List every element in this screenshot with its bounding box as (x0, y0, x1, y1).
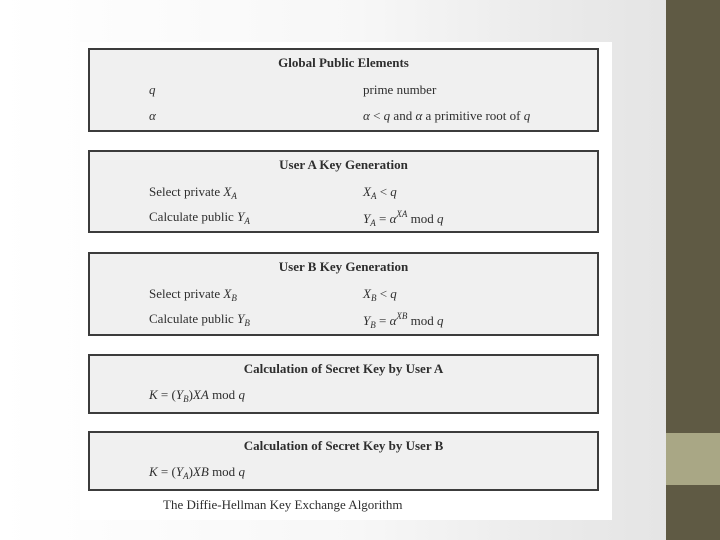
description-primitive-root: α < q and α a primitive root of q (363, 108, 531, 123)
row-secret-key-formula (149, 464, 589, 486)
row-select-private (149, 184, 589, 206)
panel-title: Global Public Elements (278, 55, 409, 70)
panel-title: Calculation of Secret Key by User B (243, 438, 444, 453)
panel-title: User A Key Generation (279, 157, 408, 172)
label-select-private: Select private $X_A$ (149, 184, 237, 201)
private-key-condition: $X_B < q$ (363, 286, 397, 303)
variable-q: q (149, 82, 156, 97)
user-a-key-generation-panel (88, 150, 599, 233)
label-select-private: Select private $X_B$ (149, 286, 237, 303)
row-select-private (149, 286, 589, 308)
secret-key-user-b-panel (88, 431, 599, 491)
secret-key-formula: $K = (Y_A)XB$ mod q (149, 464, 245, 481)
global-public-elements-panel (88, 48, 599, 132)
variable-alpha: α (149, 108, 156, 123)
secret-key-formula: $K = (Y_B)XA$ mod q (149, 387, 245, 404)
row-alpha (149, 108, 589, 130)
panel-title: Calculation of Secret Key by User A (243, 361, 444, 376)
figure-caption: The Diffie-Hellman Key Exchange Algorithm (163, 497, 403, 512)
row-calculate-public (149, 209, 589, 231)
secret-key-user-a-panel (88, 354, 599, 414)
label-calculate-public: Calculate public $Y_B$ (149, 311, 250, 328)
panel-title: User B Key Generation (278, 259, 409, 274)
description-prime-number: prime number (363, 82, 437, 97)
public-key-formula: $Y_B = \alpha^{XB}$ mod q (363, 311, 444, 330)
row-secret-key-formula (149, 387, 589, 409)
side-band-light (666, 433, 720, 485)
user-b-key-generation-panel (88, 252, 599, 336)
label-calculate-public: Calculate public $Y_A$ (149, 209, 250, 226)
row-calculate-public (149, 311, 589, 333)
diffie-hellman-figure (80, 42, 612, 520)
row-q (149, 82, 589, 104)
private-key-condition: $X_A < q$ (363, 184, 397, 201)
public-key-formula: $Y_A = \alpha^{XA}$ mod q (363, 209, 444, 228)
